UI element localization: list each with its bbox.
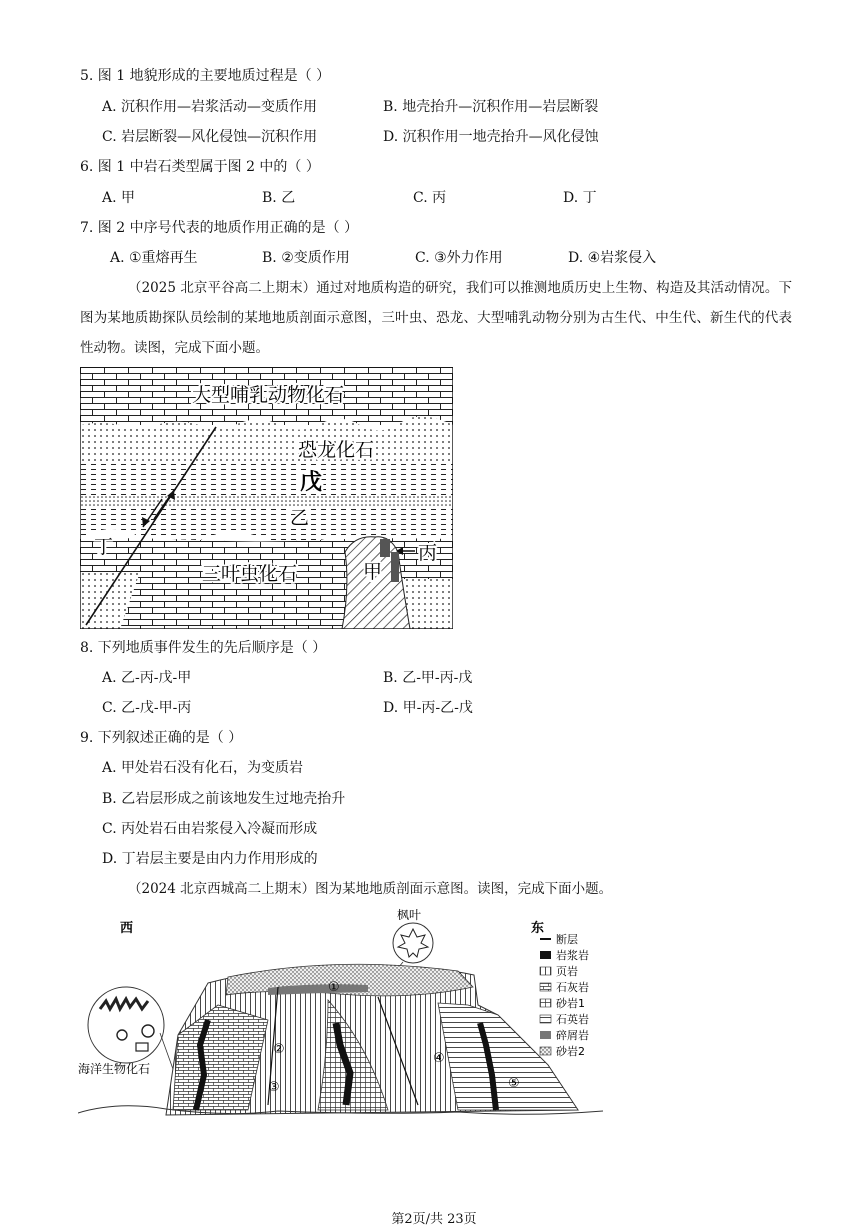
label-num-5: ⑤ xyxy=(508,1076,520,1091)
q8-option-d: D. 甲-丙-乙-戊 xyxy=(383,700,473,716)
intro-paragraph-1 xyxy=(80,273,792,363)
label-num-3: ③ xyxy=(268,1080,280,1095)
label-dinosaur-fossil: 恐龙化石 xyxy=(298,439,375,461)
question-6-stem: 6. 图 1 中岩石类型属于图 2 中的（ ） xyxy=(80,159,320,175)
geologic-section-figure-1 xyxy=(80,367,453,629)
legend-magma-rock: 岩浆岩 xyxy=(556,949,589,962)
thin-sand-layer xyxy=(80,495,453,507)
label-maple-leaf: 枫叶 xyxy=(397,908,422,922)
q8-option-b: B. 乙-甲-丙-戊 xyxy=(383,670,473,686)
q7-option-c: C. ③外力作用 xyxy=(415,250,503,266)
label-marine-fossil: 海洋生物化石 xyxy=(78,1062,151,1076)
label-ding: 丁 xyxy=(94,536,114,558)
intro-paragraph-2: （2024 北京西城高二上期末）图为某地地质剖面示意图。读图，完成下面小题。 xyxy=(128,881,613,897)
label-east: 东 xyxy=(531,921,545,936)
page-footer: 第2页/共 23页 xyxy=(391,1212,477,1227)
question-8-stem: 8. 下列地质事件发生的先后顺序是（ ） xyxy=(80,640,327,656)
label-jia: 甲 xyxy=(363,561,383,583)
q5-option-a: A. 沉积作用—岩浆活动—变质作用 xyxy=(102,99,318,115)
q7-option-d: D. ④岩浆侵入 xyxy=(568,250,657,266)
geologic-section-figure-2 xyxy=(78,905,608,1120)
bing-dike-2 xyxy=(391,552,399,582)
legend-clastic-rock: 碎屑岩 xyxy=(556,1029,589,1042)
legend-limestone: 石灰岩 xyxy=(556,981,589,994)
legend-shale: 页岩 xyxy=(556,965,578,978)
q8-option-a: A. 乙-丙-戊-甲 xyxy=(102,670,192,686)
label-yi: 乙 xyxy=(290,507,310,529)
question-7-stem: 7. 图 2 中序号代表的地质作用正确的是（ ） xyxy=(80,220,359,236)
label-mammal-fossil: 大型哺乳动物化石 xyxy=(191,384,345,406)
legend-sandstone-1: 砂岩1 xyxy=(556,997,585,1010)
label-bing: 丙 xyxy=(418,542,438,564)
q5-option-c: C. 岩层断裂—风化侵蚀—沉积作用 xyxy=(102,129,318,145)
question-9-stem: 9. 下列叙述正确的是（ ） xyxy=(80,730,243,746)
label-num-1: ① xyxy=(328,980,340,995)
q7-option-a: A. ①重熔再生 xyxy=(110,250,198,266)
q6-option-c: C. 丙 xyxy=(413,190,447,206)
question-5-stem: 5. 图 1 地貌形成的主要地质过程是（ ） xyxy=(80,68,331,84)
figure-2-legend xyxy=(540,932,589,1058)
q9-option-b: B. 乙岩层形成之前该地发生过地壳抬升 xyxy=(102,791,346,807)
q6-option-b: B. 乙 xyxy=(262,190,296,206)
legend-sandstone-2: 砂岩2 xyxy=(556,1045,585,1058)
label-wu: 戊 xyxy=(300,470,323,495)
label-west: 西 xyxy=(120,921,134,936)
q8-option-c: C. 乙-戊-甲-丙 xyxy=(102,700,192,716)
label-num-2: ② xyxy=(273,1042,285,1057)
q7-option-b: B. ②变质作用 xyxy=(262,250,350,266)
label-trilobite-fossil: 三叶虫化石 xyxy=(202,563,298,585)
bing-dike xyxy=(380,539,390,557)
q6-option-a: A. 甲 xyxy=(102,190,136,206)
legend-fault: 断层 xyxy=(556,933,578,946)
q6-option-d: D. 丁 xyxy=(563,190,597,206)
q9-option-c: C. 丙处岩石由岩浆侵入冷凝而形成 xyxy=(102,821,318,837)
intro-1-text: （2025 北京平谷高二上期末）通过对地质构造的研究，我们可以推测地质历史上生物、构造及其活动情况。下图为某地质勘探队员绘制的某地地质剖面示意图，三叶虫、恐龙、大型哺乳动物分别为古生代、中生代、新生代的代表性动物。读图，完成下面小题。 xyxy=(80,280,792,356)
q5-option-d: D. 沉积作用一地壳抬升—风化侵蚀 xyxy=(383,129,599,145)
q9-option-a: A. 甲处岩石没有化石，为变质岩 xyxy=(102,760,304,776)
q5-option-b: B. 地壳抬升—沉积作用—岩层断裂 xyxy=(383,99,599,115)
label-num-4: ④ xyxy=(433,1051,445,1066)
q9-option-d: D. 丁岩层主要是由内力作用形成的 xyxy=(102,851,318,867)
wu-shale-layer xyxy=(80,462,453,495)
legend-quartzite: 石英岩 xyxy=(556,1013,589,1026)
